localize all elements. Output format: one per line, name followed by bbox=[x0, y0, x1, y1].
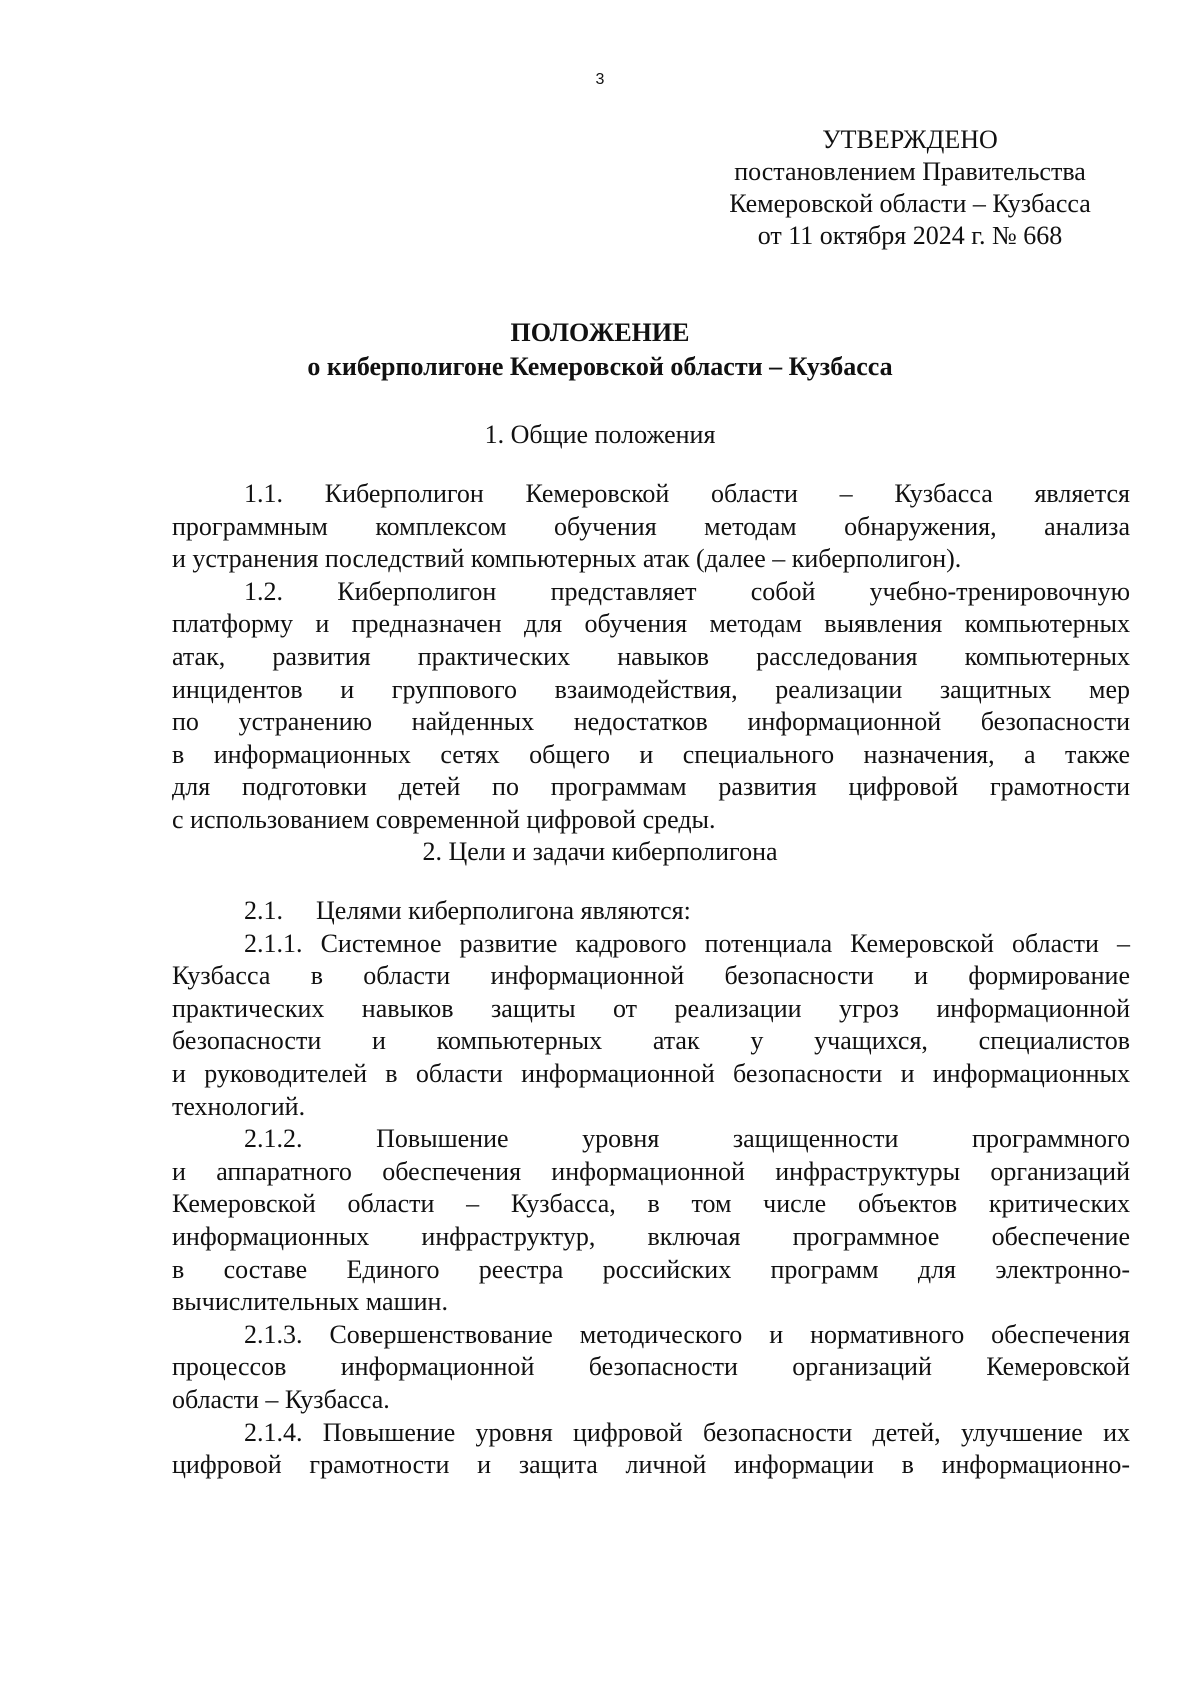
text-line: программным комплексом обучения методам обнаружения, анализа bbox=[172, 511, 1130, 541]
text-line: 2.1.1. Системное развитие кадрового потенциала Кемеровской области – bbox=[244, 928, 1130, 958]
paragraph-number: 2.1. bbox=[244, 896, 283, 925]
text-line: цифровой грамотности и защита личной информации в информационно- bbox=[172, 1450, 1130, 1480]
text-line: 1.1. Киберполигон Кемеровской области – Кузбасса является bbox=[244, 479, 1130, 508]
text-line: процессов информационной безопасности организаций Кемеровской bbox=[172, 1352, 1130, 1382]
text-line: в информационных сетях общего и специального назначения, а также bbox=[172, 739, 1130, 769]
paragraph-2-1 bbox=[172, 895, 1130, 928]
paragraph-2-1-4 bbox=[172, 1417, 1130, 1482]
text-line: 2.1.3. Совершенствование методического и нормативного обеспечения bbox=[244, 1319, 1130, 1349]
approval-line-4: от 11 октября 2024 г. № 668 bbox=[757, 221, 1063, 250]
paragraph-text: Целями киберполигона являются: bbox=[316, 896, 691, 925]
text-line: 1.2. Киберполигон представляет собой учебно-тренировочную bbox=[244, 576, 1130, 606]
section-1-heading: 1. Общие положения bbox=[484, 420, 716, 449]
text-line: для подготовки детей по программам развития цифровой грамотности bbox=[172, 772, 1130, 802]
text-line: по устранению найденных недостатков информационной безопасности bbox=[172, 707, 1130, 737]
title-line-1: ПОЛОЖЕНИЕ bbox=[510, 318, 690, 347]
paragraph-2-1-1 bbox=[172, 928, 1130, 1124]
paragraph-2-1-2 bbox=[172, 1123, 1130, 1319]
paragraph-1-1 bbox=[172, 478, 1130, 576]
approval-line-1: УТВЕРЖДЕНО bbox=[822, 125, 998, 154]
text-line: и аппаратного обеспечения информационной инфраструктуры организаций bbox=[172, 1156, 1130, 1186]
title-line-2: о киберполигоне Кемеровской области – Кузбасса bbox=[307, 352, 893, 381]
text-line: инцидентов и группового взаимодействия, реализации защитных мер bbox=[172, 674, 1130, 704]
text-line: информационных инфраструктур, включая программное обеспечение bbox=[172, 1221, 1130, 1251]
text-line: и устранения последствий компьютерных атак (далее – киберполигон). bbox=[172, 544, 962, 574]
text-line: Кузбасса в области информационной безопасности и формирование bbox=[172, 961, 1130, 991]
text-line: Кемеровской области – Кузбасса, в том числе объектов критических bbox=[172, 1189, 1130, 1219]
approval-stamp bbox=[700, 124, 1120, 252]
text-line: и руководителей в области информационной безопасности и информационных bbox=[172, 1058, 1130, 1088]
text-line: атак, развития практических навыков расследования компьютерных bbox=[172, 641, 1130, 671]
text-line: 2.1.2. Повышение уровня защищенности программного bbox=[244, 1124, 1130, 1154]
section-1-body bbox=[172, 478, 1130, 837]
approval-line-2: постановлением Правительства bbox=[734, 157, 1086, 186]
text-line: в составе Единого реестра российских программ для электронно- bbox=[172, 1254, 1130, 1284]
paragraph-2-1-3 bbox=[172, 1319, 1130, 1417]
text-line: практических навыков защиты от реализации угроз информационной bbox=[172, 993, 1130, 1023]
section-2-heading: 2. Цели и задачи киберполигона bbox=[422, 837, 778, 866]
text-line: вычислительных машин. bbox=[172, 1287, 448, 1317]
text-line: области – Кузбасса. bbox=[172, 1384, 390, 1414]
page-number: 3 bbox=[595, 71, 605, 88]
paragraph-1-2 bbox=[172, 576, 1130, 837]
document-title bbox=[0, 316, 1200, 384]
approval-line-3: Кемеровской области – Кузбасса bbox=[729, 189, 1091, 218]
text-line: безопасности и компьютерных атак у учащихся, специалистов bbox=[172, 1026, 1130, 1056]
text-line: технологий. bbox=[172, 1091, 306, 1121]
section-2-body bbox=[172, 895, 1130, 1482]
text-line: платформу и предназначен для обучения методам выявления компьютерных bbox=[172, 609, 1130, 639]
text-line: с использованием современной цифровой среды. bbox=[172, 804, 716, 834]
text-line: 2.1.4. Повышение уровня цифровой безопасности детей, улучшение их bbox=[244, 1417, 1130, 1447]
